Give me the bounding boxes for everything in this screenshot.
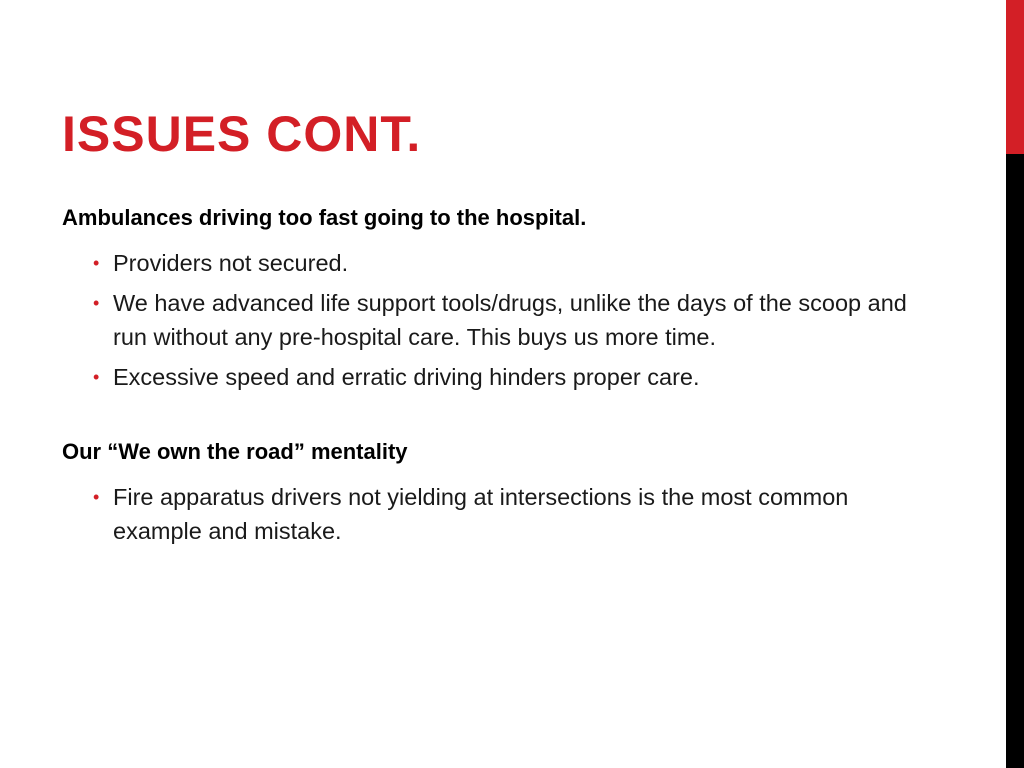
bullet-icon: • bbox=[93, 293, 100, 313]
bullet-list-ambulances bbox=[62, 246, 922, 394]
list-item bbox=[62, 360, 922, 394]
list-item bbox=[62, 286, 922, 354]
list-item bbox=[62, 480, 922, 548]
section-heading-ambulances: Ambulances driving too fast going to the hospital. bbox=[62, 205, 587, 230]
bullet-text: Providers not secured. bbox=[113, 250, 349, 276]
list-item bbox=[62, 246, 922, 280]
bullet-icon: • bbox=[93, 487, 100, 507]
bullet-text: We have advanced life support tools/drugs, unlike the days of the scoop and run without any pre-hospital care. This buys us more time. bbox=[113, 290, 907, 350]
slide-title: ISSUES CONT. bbox=[62, 106, 422, 162]
side-bar-accent bbox=[1006, 0, 1024, 154]
bullet-icon: • bbox=[93, 367, 100, 387]
bullet-text: Fire apparatus drivers not yielding at intersections is the most common example and mistake. bbox=[113, 484, 849, 544]
bullet-list-mentality bbox=[62, 480, 922, 548]
bullet-icon: • bbox=[93, 253, 100, 273]
section-heading-mentality: Our “We own the road” mentality bbox=[62, 439, 408, 464]
slide-content bbox=[62, 198, 922, 554]
bullet-text: Excessive speed and erratic driving hinders proper care. bbox=[113, 364, 700, 390]
